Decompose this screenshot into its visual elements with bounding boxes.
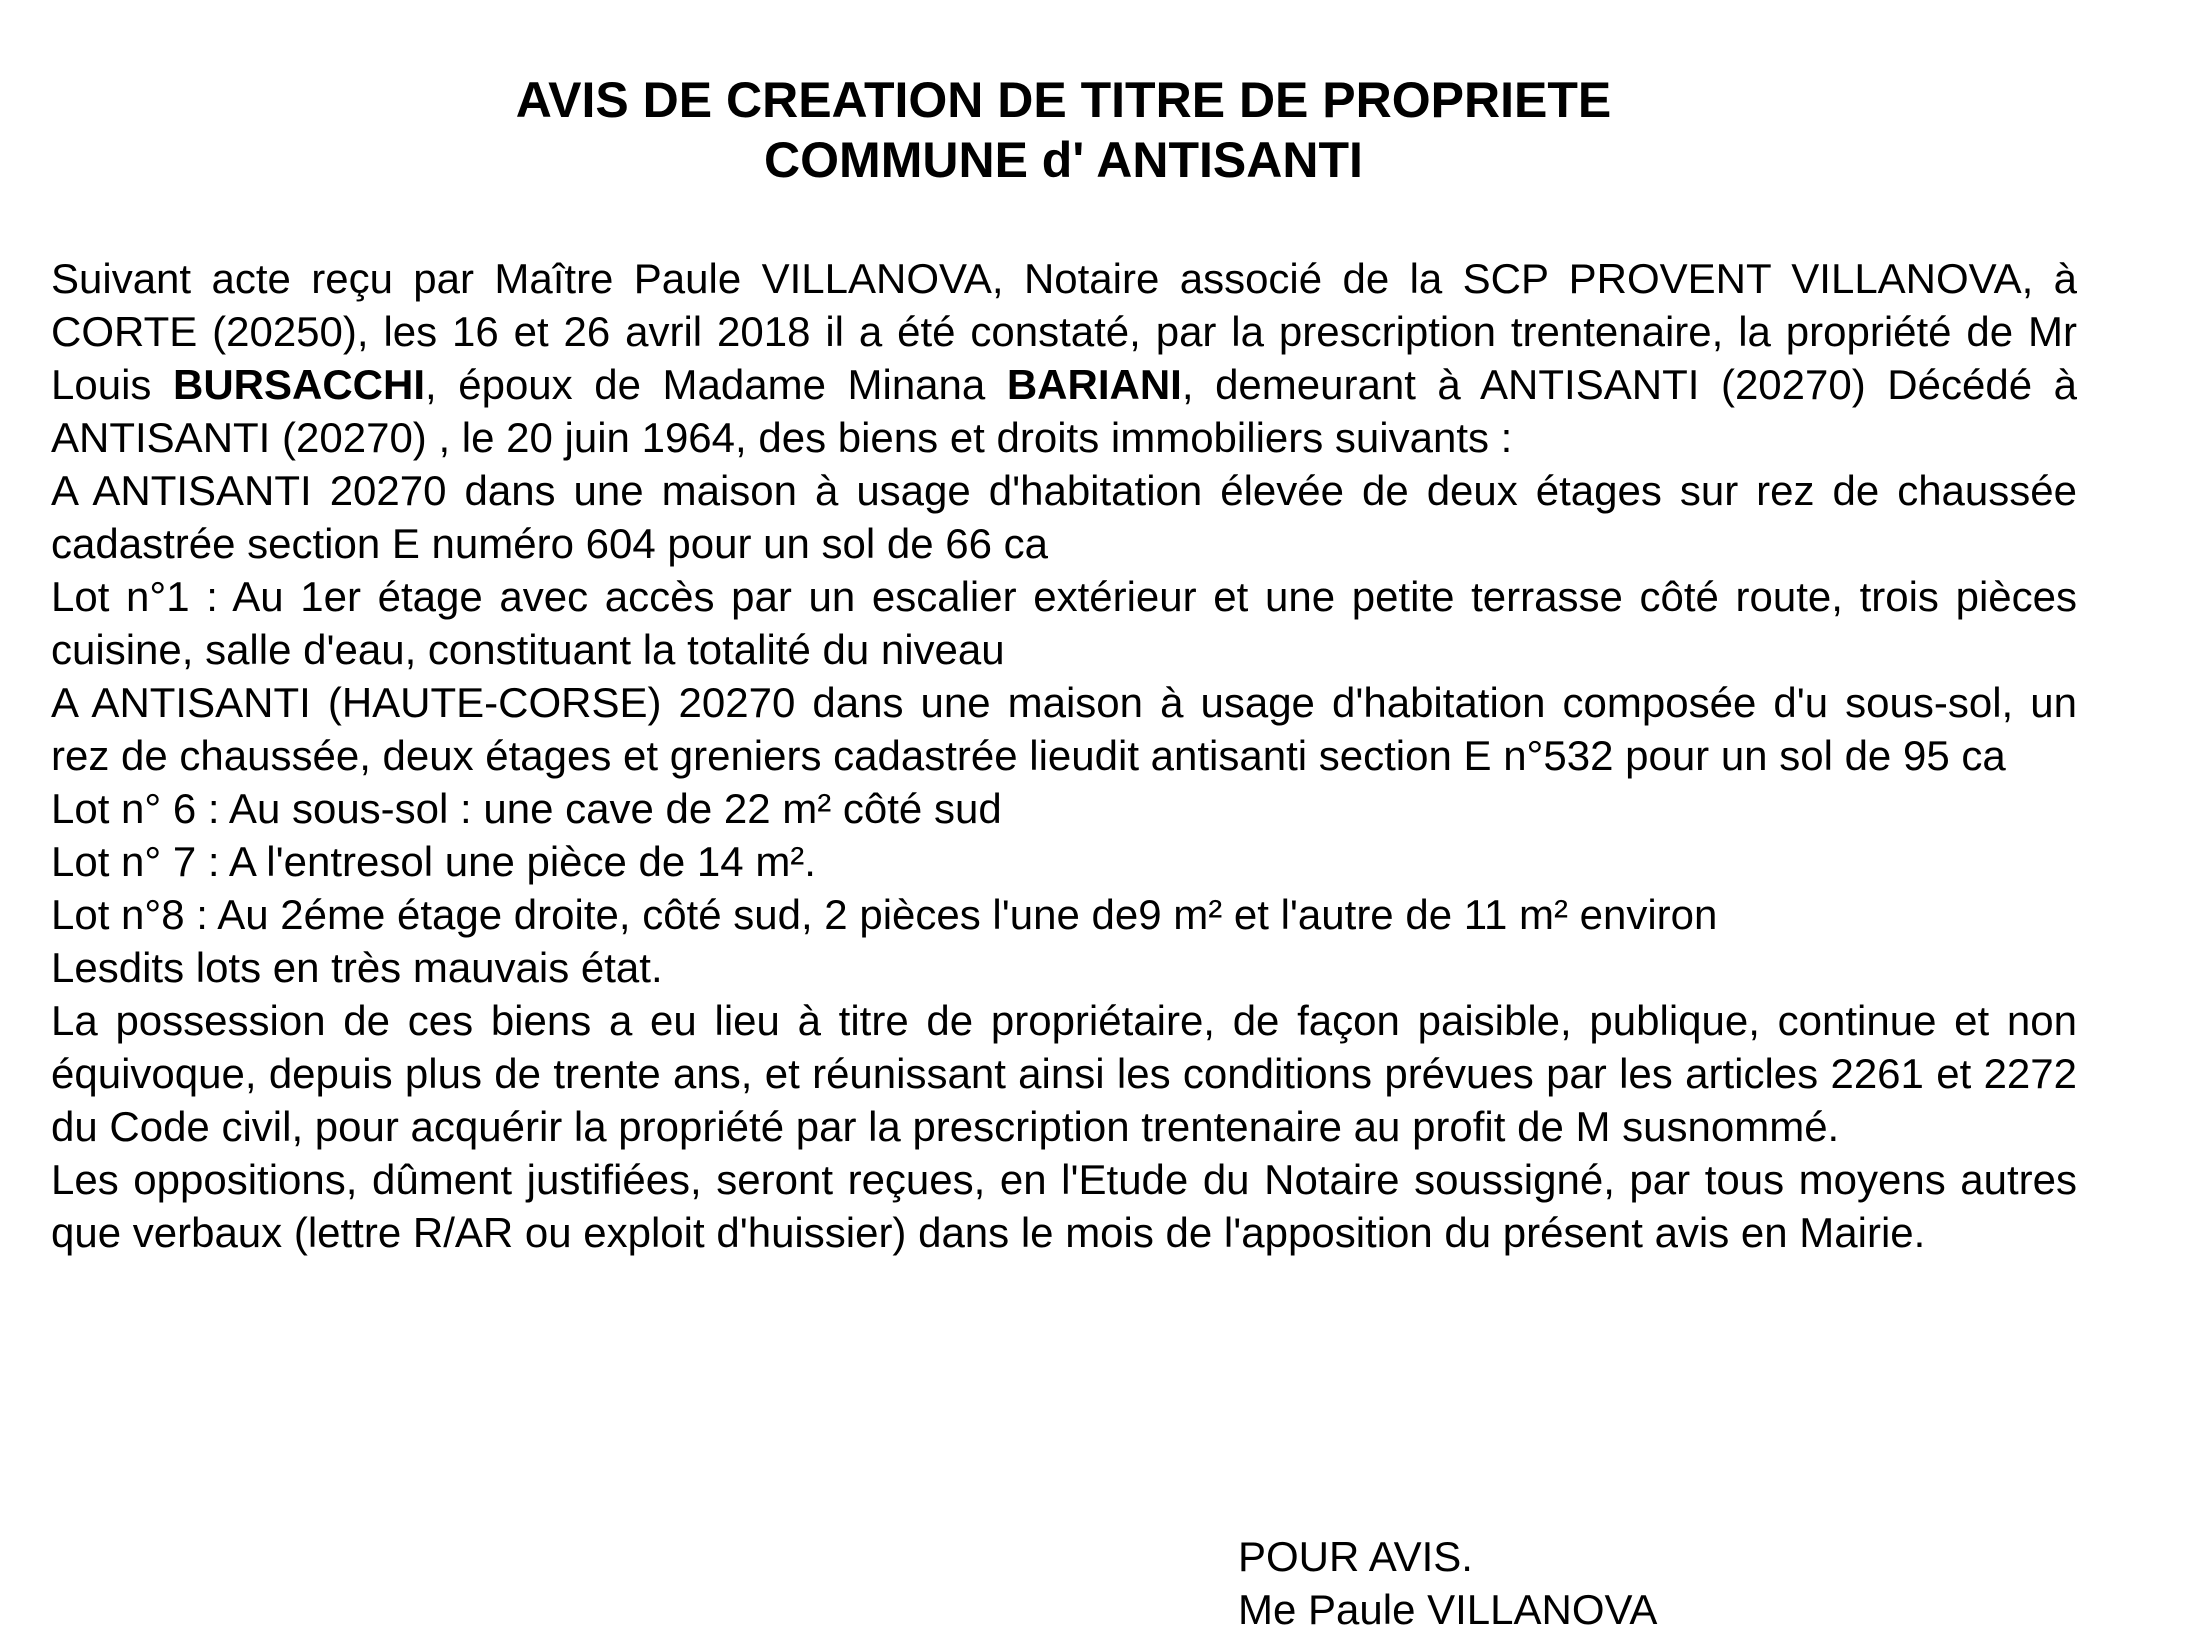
lot-7-paragraph: Lot n° 7 : A l'entresol une pièce de 14 m². [51,838,816,885]
title-line-2: COMMUNE d' ANTISANTI [764,132,1363,188]
intro-text-2: , époux de Madame Minana [424,361,1007,408]
lot-6-paragraph: Lot n° 6 : Au sous-sol : une cave de 22 m² côté sud [51,785,1002,832]
possession-paragraph: La possession de ces biens a eu lieu à titre de propriétaire, de façon paisible, publique, continue et non équivoque, depuis plus de trente ans, et réunissant ainsi les conditions prévues par les articles 2261 et 2272 du Code civil, pour acquérir la propriété par la prescription trentenaire au profit de M susnommé. [51,997,2077,1150]
intro-text-1: Suivant acte reçu par Maître Paule VILLANOVA, Notaire associé de la SCP PROVENT VILLANOVA, à CORTE (20250), les 16 et 26 avril 2018 il a été constaté, par la prescription trentenaire, la propriété de Mr Louis [51,255,2077,408]
document-title [0,70,2127,190]
property-1-paragraph: A ANTISANTI 20270 dans une maison à usage d'habitation élevée de deux étages sur rez de chaussée cadastrée section E numéro 604 pour un sol de 66 ca [51,467,2077,567]
signature-block [1238,1530,1657,1636]
lot-1-paragraph: Lot n°1 : Au 1er étage avec accès par un escalier extérieur et une petite terrasse côté route, trois pièces cuisine, salle d'eau, constituant la totalité du niveau [51,573,2077,673]
oppositions-paragraph: Les oppositions, dûment justifiées, seront reçues, en l'Etude du Notaire soussigné, par tous moyens autres que verbaux (lettre R/AR ou exploit d'huissier) dans le mois de l'apposition du présent avis en Mairie. [51,1156,2077,1256]
lot-8-paragraph: Lot n°8 : Au 2éme étage droite, côté sud, 2 pièces l'une de9 m² et l'autre de 11 m² environ [51,891,1718,938]
title-line-1: AVIS DE CREATION DE TITRE DE PROPRIETE [515,72,1612,128]
signature-line-1: POUR AVIS. [1238,1533,1473,1580]
spouse-surname: BARIANI [1006,361,1182,408]
property-2-paragraph: A ANTISANTI (HAUTE-CORSE) 20270 dans une maison à usage d'habitation composée d'u sous-sol, un rez de chaussée, deux étages et greniers cadastrée lieudit antisanti section E n°532 pour un sol de 95 ca [51,679,2077,779]
intro-paragraph [51,252,2077,464]
intro-text-3: , demeurant à ANTISANTI (20270) Décédé à ANTISANTI (20270) , le 20 juin 1964, des biens et droits immobiliers suivants : [51,361,2077,461]
document-body [51,252,2077,1259]
owner-surname: BURSACCHI [172,361,425,408]
condition-paragraph: Lesdits lots en très mauvais état. [51,944,663,991]
signature-line-2: Me Paule VILLANOVA [1238,1586,1658,1633]
